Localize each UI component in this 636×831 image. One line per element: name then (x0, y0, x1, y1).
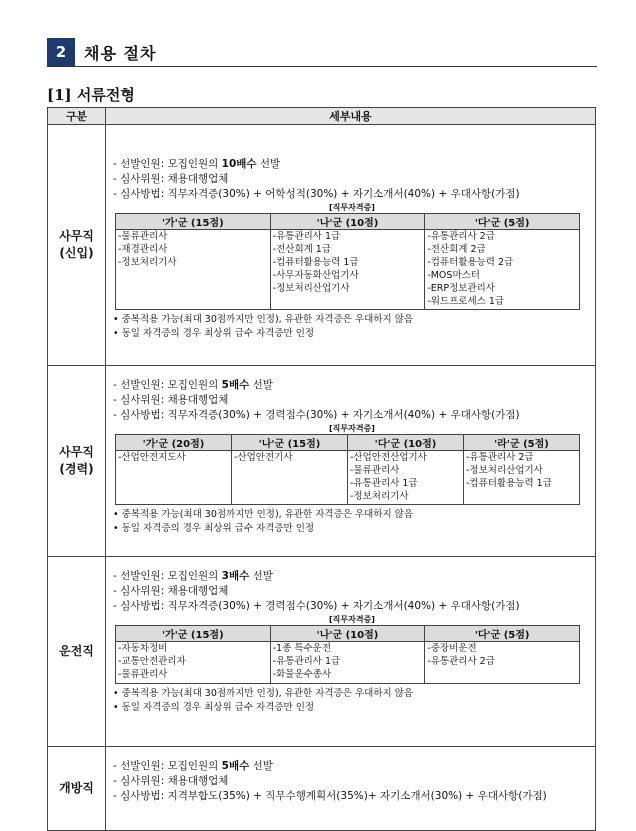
group-header: '나'군 (15점) (232, 435, 348, 451)
qualification-table (115, 625, 580, 684)
category-cell (48, 747, 106, 831)
group-items: -유통관리사 2급 -전산회계 2급 -컴퓨터활용능력 2급 -MOS마스터 -ERP정보관리사 -워드프로세스 1급 (425, 230, 580, 310)
group-items: -산업안전지도사 (116, 451, 232, 505)
method-line: - 심사방법: 지격부합도(35%) + 직무수행계획서(35%)+ 자기소개서(30%) + 우대사항(가점) (113, 790, 547, 802)
category-label: 운전직 (59, 644, 94, 658)
details-cell (106, 125, 596, 366)
table-row (48, 125, 596, 366)
qualification-table (115, 434, 580, 505)
group-header: '나'군 (10점) (270, 214, 425, 230)
note-line: • 중복적용 가능(최대 30점까지만 인정), 유관한 자격증은 우대하지 않음 (113, 688, 414, 699)
group-header: '가'군 (15점) (116, 626, 271, 642)
section-number: 2 (47, 38, 75, 66)
qualification-caption: [직무자격증] (329, 203, 375, 212)
group-header: '가'군 (20점) (116, 435, 232, 451)
category-label: 사무직 (59, 445, 94, 459)
table-row (48, 557, 596, 747)
note-line: • 동일 자격증의 경우 최상위 급수 자격증만 인정 (113, 328, 315, 339)
reviewer-line: - 심사위원: 채용대행업체 (113, 585, 229, 597)
group-items: -1종 특수운전 -유통관리사 1급 -화물운수종사 (270, 642, 425, 684)
reviewer-line: - 심사위원: 채용대행업체 (113, 394, 229, 406)
category-cell (48, 125, 106, 366)
category-sublabel: (신입) (59, 246, 94, 260)
group-header: '다'군 (10점) (348, 435, 464, 451)
group-items: -유통관리사 2급 -정보처리산업기사 -컴퓨터활용능력 1급 (464, 451, 580, 505)
group-header: '나'군 (10점) (270, 626, 425, 642)
screening-table (47, 107, 596, 831)
qualification-caption: [직무자격증] (329, 424, 375, 433)
note-line: • 동일 자격증의 경우 최상위 급수 자격증만 인정 (113, 523, 315, 534)
selection-line: - 선발인원: 모집인원의 10배수 선발 (113, 158, 281, 170)
details-cell (106, 557, 596, 747)
note-line: • 중복적용 가능(최대 30점까지만 인정), 유관한 자격증은 우대하지 않음 (113, 314, 414, 325)
table-row (48, 366, 596, 557)
group-header: '가'군 (15점) (116, 214, 271, 230)
section-header (47, 38, 597, 67)
category-cell (48, 366, 106, 557)
selection-line: - 선발인원: 모집인원의 5배수 선발 (113, 760, 273, 772)
selection-line: - 선발인원: 모집인원의 5배수 선발 (113, 379, 273, 391)
note-line: • 중복적용 가능(최대 30점까지만 인정), 유관한 자격증은 우대하지 않음 (113, 509, 414, 520)
selection-line: - 선발인원: 모집인원의 3배수 선발 (113, 570, 273, 582)
group-header: '라'군 (5점) (464, 435, 580, 451)
group-items: -산업안전기사 (232, 451, 348, 505)
header-category: 구분 (48, 108, 106, 125)
group-header: '다'군 (5점) (425, 626, 580, 642)
group-items: -중장비운전 -유통관리사 2급 (425, 642, 580, 684)
table-row (48, 747, 596, 831)
details-cell (106, 366, 596, 557)
group-items: -자동차정비 -교통안전관리자 -물류관리사 (116, 642, 271, 684)
header-details: 세부내용 (106, 108, 596, 125)
details-cell (106, 747, 596, 831)
method-line: - 심사방법: 직무자격증(30%) + 경력점수(30%) + 자기소개서(40%) + 우대사항(가점) (113, 409, 520, 421)
method-line: - 심사방법: 직무자격증(30%) + 어학성적(30%) + 자기소개서(40%) + 우대사항(가점) (113, 188, 520, 200)
category-label: 사무직 (59, 229, 94, 243)
group-header: '다'군 (5점) (425, 214, 580, 230)
method-line: - 심사방법: 직무자격증(30%) + 경력점수(30%) + 자기소개서(40%) + 우대사항(가점) (113, 600, 520, 612)
qualification-table (115, 213, 580, 310)
category-cell (48, 557, 106, 747)
subsection-title: [1] 서류전형 (47, 86, 135, 104)
section-title: 채용 절차 (84, 44, 157, 63)
reviewer-line: - 심사위원: 채용대행업체 (113, 775, 229, 787)
group-items: -물류관리사 -재경관리사 -정보처리기사 (116, 230, 271, 310)
category-label: 개방직 (59, 781, 94, 795)
qualification-caption: [직무자격증] (329, 615, 375, 624)
group-items: -산업안전산업기사 -물류관리사 -유통관리사 1급 -정보처리기사 (348, 451, 464, 505)
group-items: -유통관리사 1급 -전산회계 1급 -컴퓨터활용능력 1급 -사무자동화산업기사 -정보처리산업기사 (270, 230, 425, 310)
note-line: • 동일 자격증의 경우 최상위 급수 자격증만 인정 (113, 702, 315, 713)
reviewer-line: - 심사위원: 채용대행업체 (113, 173, 229, 185)
category-sublabel: (경력) (59, 462, 94, 476)
